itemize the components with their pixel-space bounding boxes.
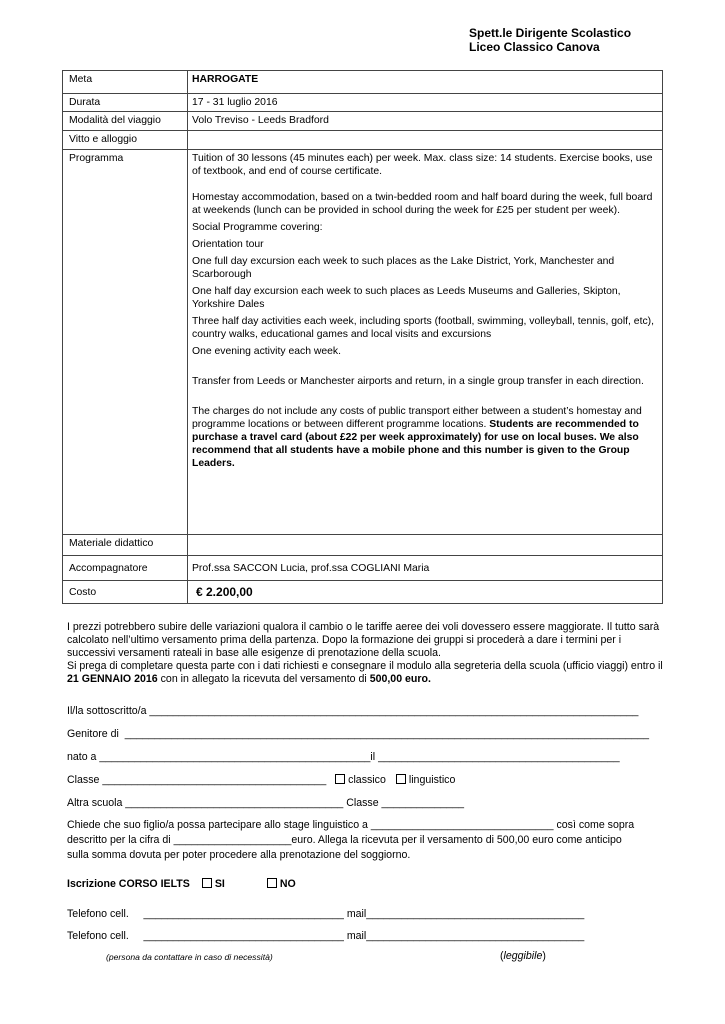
recipient-line-2: Liceo Classico Canova — [469, 40, 600, 54]
programma-full-day: One full day excursion each week to such places as the Lake District, York, Manchester and Scarborough — [192, 256, 615, 280]
telefono-field-1[interactable]: Telefono cell. __________________________________ mail_____________________________________ — [67, 908, 585, 920]
programma-content — [188, 150, 663, 535]
recipient-line-1: Spett.le Dirigente Scolastico — [469, 26, 632, 40]
linguistico-checkbox[interactable] — [396, 774, 406, 784]
chiede-line-3: sulla somma dovuta per poter procedere alla prenotazione del soggiorno. — [67, 849, 411, 861]
intro-p2-text-2: con in allegato la ricevuta del versamento di — [157, 673, 370, 685]
intro-paragraph-2 — [67, 660, 663, 686]
charges-recommendation: Students are recommended to purchase a travel card (about £22 per week approximately) for use on local buses. We also recommend that all students have a mobile phone and this number is given to the Group Leaders. — [192, 419, 639, 469]
programma-social: Social Programme covering: — [192, 222, 323, 233]
ielts-si-checkbox[interactable] — [202, 878, 212, 888]
trip-details-table — [62, 70, 663, 604]
classe-field[interactable]: Classe ______________________________________ — [67, 774, 330, 786]
durata-value: 17 - 31 luglio 2016 — [188, 94, 663, 112]
durata-label: Durata — [63, 94, 188, 112]
intro-text — [67, 621, 663, 686]
ielts-no-label: NO — [279, 878, 296, 890]
contact-note: (persona da contattare in caso di necessità) — [106, 952, 273, 962]
programma-half-day: One half day excursion each week to such places as Leeds Museums and Galleries, Skipton, Yorkshire Dales — [192, 286, 621, 310]
classico-checkbox[interactable] — [335, 774, 345, 784]
leggibile-note: (leggibile) — [500, 950, 546, 962]
ielts-row — [67, 878, 296, 890]
altra-scuola-field[interactable]: Altra scuola _____________________________________ Classe ______________ — [67, 797, 465, 809]
programma-tuition: Tuition of 30 lessons (45 minutes each) per week. Max. class size: 14 students. Exercise books, use of textbook, and end of course certificate. — [192, 153, 653, 177]
programma-transfer: Transfer from Leeds or Manchester airports and return, in a single group transfer in each direction. — [192, 376, 644, 387]
deadline-date: 21 GENNAIO 2016 — [67, 673, 158, 685]
materiale-label: Materiale didattico — [63, 535, 188, 556]
chiede-line-1: Chiede che suo figlio/a possa partecipare allo stage linguistico a _______________________________ così come sopra — [67, 819, 635, 831]
costo-value-cell — [188, 581, 663, 604]
accompagnatore-label: Accompagnatore — [63, 556, 188, 581]
ielts-no-checkbox[interactable] — [267, 878, 277, 888]
accompagnatore-value: Prof.ssa SACCON Lucia, prof.ssa COGLIANI Maria — [188, 556, 663, 581]
vitto-label: Vitto e alloggio — [63, 131, 188, 150]
sottoscritto-field[interactable]: Il/la sottoscritto/a ___________________________________________________________________________________ — [67, 705, 639, 717]
charges-text: The charges do not include any costs of public transport either between a student’s homestay and programme locations or between different programme locations. — [192, 406, 642, 430]
classico-label: classico — [348, 774, 386, 786]
meta-value: HARROGATE — [188, 71, 663, 94]
materiale-value — [188, 535, 663, 556]
meta-label: Meta — [63, 71, 188, 94]
ielts-si-label: SI — [214, 878, 225, 890]
costo-value: € 2.200,00 — [196, 584, 253, 599]
programma-label: Programma — [63, 150, 188, 535]
programma-charges — [192, 405, 659, 470]
telefono-field-2[interactable]: Telefono cell. __________________________________ mail_____________________________________ — [67, 930, 585, 942]
programma-homestay: Homestay accommodation, based on a twin-bedded room and half board during the week, full board at weekends (lunch can be provided in school during the week for £25 per student per week). — [192, 192, 653, 216]
classe-row — [67, 774, 455, 786]
programma-activities: Three half day activities each week, including sports (football, swimming, volleyball, tennis, golf, etc), country walks, educational games and local visits and excursions — [192, 316, 655, 340]
recipient-address — [469, 26, 631, 54]
deposit-amount: 500,00 euro. — [369, 673, 431, 685]
linguistico-label: linguistico — [408, 774, 456, 786]
intro-p2-text: Si prega di completare questa parte con i dati richiesti e consegnare il modulo alla segreteria della scuola (ufficio viaggi) entro il — [67, 660, 663, 672]
genitore-field[interactable]: Genitore di _________________________________________________________________________________________ — [67, 728, 650, 740]
vitto-value — [188, 131, 663, 150]
programma-evening: One evening activity each week. — [192, 346, 342, 357]
modalita-value: Volo Treviso - Leeds Bradford — [188, 112, 663, 131]
programma-orientation: Orientation tour — [192, 239, 264, 250]
leggibile-text: leggibile — [503, 950, 543, 962]
modalita-label: Modalità del viaggio — [63, 112, 188, 131]
costo-label: Costo — [63, 581, 188, 604]
intro-paragraph-1: I prezzi potrebbero subire delle variazioni qualora il cambio o le tariffe aeree dei voli dovessero essere maggiorate. Il tutto sarà calcolato nell’ultimo versamento prima della partenza. Dopo la formazione dei gruppi si procederà a dare i termini per i successivi versamenti rateali in base alle esigenze di prenotazione della scuola. — [67, 621, 660, 659]
chiede-line-2: descritto per la cifra di ____________________euro. Allega la ricevuta per il versamento di 500,00 euro come anticipo — [67, 834, 622, 846]
nato-field[interactable]: nato a ______________________________________________il _________________________________________ — [67, 751, 620, 763]
ielts-label: Iscrizione CORSO IELTS — [67, 878, 190, 890]
